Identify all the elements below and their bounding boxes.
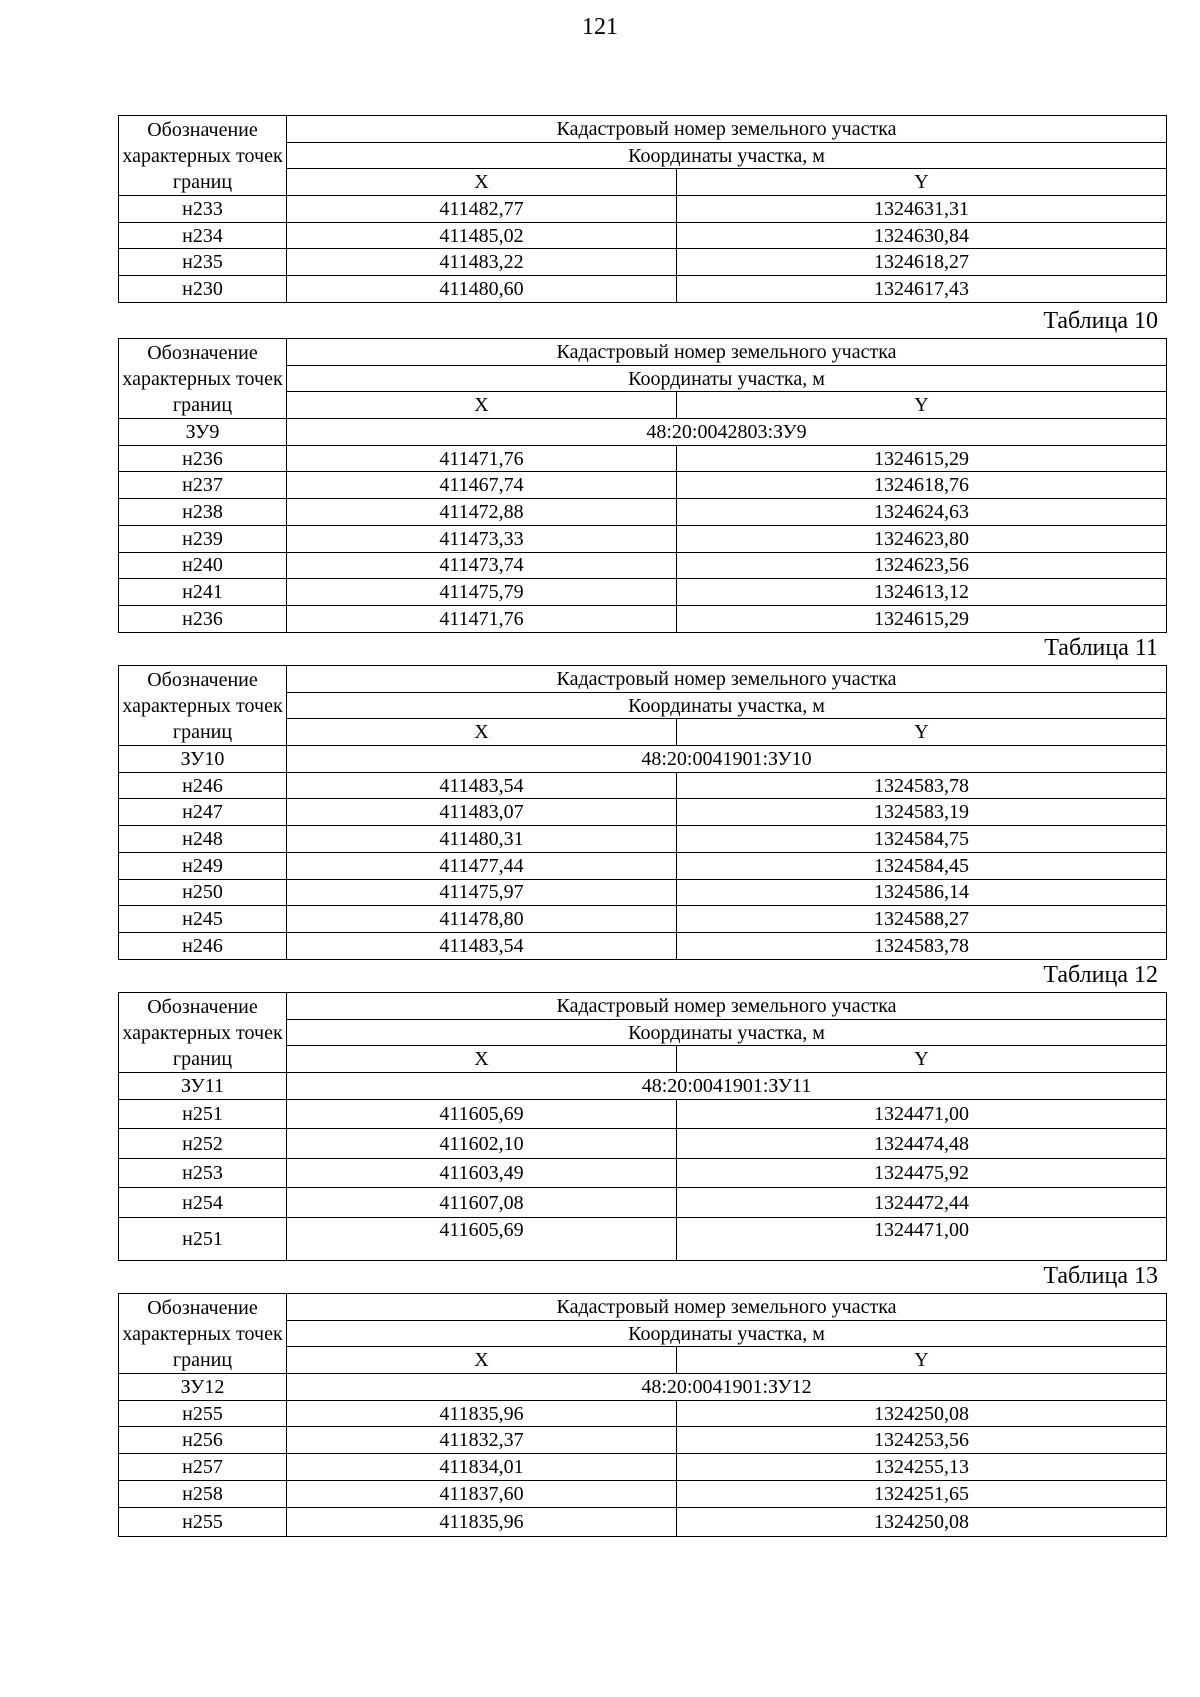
point-name: н246 xyxy=(119,772,287,799)
table-caption: Таблица 11 xyxy=(1044,635,1158,661)
table-row xyxy=(119,276,1167,303)
coordinate-table xyxy=(118,665,1167,960)
y-coordinate: 1324255,13 xyxy=(677,1454,1167,1481)
cadastral-number-header: Кадастровый номер земельного участка xyxy=(287,339,1167,366)
page-number: 121 xyxy=(582,14,618,40)
x-column-header: X xyxy=(287,1347,677,1374)
header-row xyxy=(119,1294,1167,1321)
x-coordinate: 411467,74 xyxy=(287,472,677,499)
x-column-header: X xyxy=(287,719,677,746)
point-name: н236 xyxy=(119,445,287,472)
table-row xyxy=(119,1480,1167,1507)
table-row xyxy=(119,1217,1167,1260)
table-row xyxy=(119,1129,1167,1159)
table-row xyxy=(119,579,1167,606)
y-coordinate: 1324253,56 xyxy=(677,1427,1167,1454)
point-name: н241 xyxy=(119,579,287,606)
parcel-cadastral-number: 48:20:0041901:ЗУ11 xyxy=(287,1073,1167,1100)
y-coordinate: 1324583,19 xyxy=(677,799,1167,826)
coordinates-header: Координаты участка, м xyxy=(287,142,1167,169)
y-coordinate: 1324475,92 xyxy=(677,1158,1167,1188)
y-coordinate: 1324615,29 xyxy=(677,605,1167,632)
x-coordinate: 411478,80 xyxy=(287,906,677,933)
header-row xyxy=(119,116,1167,143)
coordinate-table xyxy=(118,992,1167,1261)
parcel-row xyxy=(119,1073,1167,1100)
y-coordinate: 1324631,31 xyxy=(677,196,1167,223)
point-label-header: Обозначение характерных точек границ xyxy=(119,116,287,196)
table-row xyxy=(119,826,1167,853)
y-coordinate: 1324584,75 xyxy=(677,826,1167,853)
parcel-cadastral-number: 48:20:0041901:ЗУ12 xyxy=(287,1374,1167,1401)
y-coordinate: 1324613,12 xyxy=(677,579,1167,606)
x-coordinate: 411475,97 xyxy=(287,879,677,906)
point-name: н245 xyxy=(119,906,287,933)
coordinate-table-block xyxy=(118,115,1166,303)
x-coordinate: 411834,01 xyxy=(287,1454,677,1481)
point-name: н256 xyxy=(119,1427,287,1454)
cadastral-number-header: Кадастровый номер земельного участка xyxy=(287,116,1167,143)
table-row xyxy=(119,222,1167,249)
y-column-header: Y xyxy=(677,392,1167,419)
table-row xyxy=(119,1454,1167,1481)
parcel-id: ЗУ11 xyxy=(119,1073,287,1100)
point-name: н233 xyxy=(119,196,287,223)
y-coordinate: 1324624,63 xyxy=(677,499,1167,526)
x-column-header: X xyxy=(287,169,677,196)
x-coordinate: 411472,88 xyxy=(287,499,677,526)
x-coordinate: 411471,76 xyxy=(287,445,677,472)
y-coordinate: 1324471,00 xyxy=(677,1217,1167,1260)
header-row xyxy=(119,993,1167,1020)
table-row xyxy=(119,1158,1167,1188)
coordinate-table-block xyxy=(118,632,1166,960)
y-coordinate: 1324584,45 xyxy=(677,852,1167,879)
table-row xyxy=(119,1400,1167,1427)
x-coordinate: 411482,77 xyxy=(287,196,677,223)
y-coordinate: 1324583,78 xyxy=(677,772,1167,799)
x-coordinate: 411607,08 xyxy=(287,1188,677,1218)
table-row xyxy=(119,472,1167,499)
y-coordinate: 1324617,43 xyxy=(677,276,1167,303)
parcel-cadastral-number: 48:20:0041901:ЗУ10 xyxy=(287,746,1167,773)
point-name: н257 xyxy=(119,1454,287,1481)
coordinate-table-block xyxy=(118,1260,1166,1537)
x-coordinate: 411483,54 xyxy=(287,772,677,799)
coordinate-table-block xyxy=(118,305,1166,633)
y-coordinate: 1324615,29 xyxy=(677,445,1167,472)
table-row xyxy=(119,1188,1167,1218)
point-label-header: Обозначение характерных точек границ xyxy=(119,666,287,746)
point-name: н239 xyxy=(119,525,287,552)
table-row xyxy=(119,932,1167,959)
x-column-header: X xyxy=(287,392,677,419)
point-label-header: Обозначение характерных точек границ xyxy=(119,993,287,1073)
point-name: н253 xyxy=(119,1158,287,1188)
table-row xyxy=(119,445,1167,472)
parcel-cadastral-number: 48:20:0042803:ЗУ9 xyxy=(287,419,1167,446)
point-name: н255 xyxy=(119,1400,287,1427)
table-row xyxy=(119,249,1167,276)
table-row xyxy=(119,525,1167,552)
x-coordinate: 411483,54 xyxy=(287,932,677,959)
x-coordinate: 411480,31 xyxy=(287,826,677,853)
y-column-header: Y xyxy=(677,1046,1167,1073)
point-name: н250 xyxy=(119,879,287,906)
x-coordinate: 411473,33 xyxy=(287,525,677,552)
table-row xyxy=(119,879,1167,906)
cadastral-number-header: Кадастровый номер земельного участка xyxy=(287,993,1167,1020)
x-coordinate: 411473,74 xyxy=(287,552,677,579)
table-row xyxy=(119,605,1167,632)
point-name: н237 xyxy=(119,472,287,499)
point-name: н247 xyxy=(119,799,287,826)
y-column-header: Y xyxy=(677,719,1167,746)
x-coordinate: 411603,49 xyxy=(287,1158,677,1188)
point-name: н236 xyxy=(119,605,287,632)
table-row xyxy=(119,1099,1167,1129)
coordinates-header: Координаты участка, м xyxy=(287,692,1167,719)
y-coordinate: 1324250,08 xyxy=(677,1507,1167,1537)
parcel-id: ЗУ12 xyxy=(119,1374,287,1401)
header-row xyxy=(119,339,1167,366)
point-name: н249 xyxy=(119,852,287,879)
y-column-header: Y xyxy=(677,169,1167,196)
point-name: н246 xyxy=(119,932,287,959)
x-coordinate: 411471,76 xyxy=(287,605,677,632)
coordinates-header: Координаты участка, м xyxy=(287,365,1167,392)
coordinates-header: Координаты участка, м xyxy=(287,1320,1167,1347)
x-coordinate: 411605,69 xyxy=(287,1099,677,1129)
x-coordinate: 411480,60 xyxy=(287,276,677,303)
coordinate-table xyxy=(118,338,1167,633)
y-coordinate: 1324623,56 xyxy=(677,552,1167,579)
table-row xyxy=(119,906,1167,933)
x-coordinate: 411835,96 xyxy=(287,1507,677,1537)
point-name: н238 xyxy=(119,499,287,526)
x-coordinate: 411602,10 xyxy=(287,1129,677,1159)
parcel-row xyxy=(119,1374,1167,1401)
table-caption: Таблица 12 xyxy=(1043,962,1158,988)
table-row xyxy=(119,799,1167,826)
x-coordinate: 411832,37 xyxy=(287,1427,677,1454)
header-row xyxy=(119,666,1167,693)
y-coordinate: 1324474,48 xyxy=(677,1129,1167,1159)
y-coordinate: 1324618,76 xyxy=(677,472,1167,499)
point-label-header: Обозначение характерных точек границ xyxy=(119,1294,287,1374)
point-name: н234 xyxy=(119,222,287,249)
cadastral-number-header: Кадастровый номер земельного участка xyxy=(287,666,1167,693)
parcel-row xyxy=(119,419,1167,446)
y-coordinate: 1324618,27 xyxy=(677,249,1167,276)
table-row xyxy=(119,1507,1167,1537)
table-row xyxy=(119,196,1167,223)
table-row xyxy=(119,1427,1167,1454)
point-name: н254 xyxy=(119,1188,287,1218)
coordinates-header: Координаты участка, м xyxy=(287,1019,1167,1046)
coordinate-table-block xyxy=(118,959,1166,1261)
y-coordinate: 1324583,78 xyxy=(677,932,1167,959)
table-row xyxy=(119,499,1167,526)
y-coordinate: 1324623,80 xyxy=(677,525,1167,552)
x-coordinate: 411477,44 xyxy=(287,852,677,879)
y-coordinate: 1324588,27 xyxy=(677,906,1167,933)
table-row xyxy=(119,552,1167,579)
y-coordinate: 1324630,84 xyxy=(677,222,1167,249)
x-coordinate: 411835,96 xyxy=(287,1400,677,1427)
x-coordinate: 411483,07 xyxy=(287,799,677,826)
x-coordinate: 411485,02 xyxy=(287,222,677,249)
table-row xyxy=(119,852,1167,879)
point-name: н252 xyxy=(119,1129,287,1159)
y-column-header: Y xyxy=(677,1347,1167,1374)
point-name: н235 xyxy=(119,249,287,276)
x-column-header: X xyxy=(287,1046,677,1073)
point-name: н258 xyxy=(119,1480,287,1507)
y-coordinate: 1324472,44 xyxy=(677,1188,1167,1218)
point-label-header: Обозначение характерных точек границ xyxy=(119,339,287,419)
point-name: н251 xyxy=(119,1217,287,1260)
parcel-id: ЗУ10 xyxy=(119,746,287,773)
x-coordinate: 411605,69 xyxy=(287,1217,677,1260)
y-coordinate: 1324251,65 xyxy=(677,1480,1167,1507)
point-name: н248 xyxy=(119,826,287,853)
x-coordinate: 411483,22 xyxy=(287,249,677,276)
y-coordinate: 1324586,14 xyxy=(677,879,1167,906)
point-name: н255 xyxy=(119,1507,287,1537)
table-caption: Таблица 10 xyxy=(1043,308,1158,334)
parcel-row xyxy=(119,746,1167,773)
table-caption: Таблица 13 xyxy=(1043,1263,1158,1289)
y-coordinate: 1324471,00 xyxy=(677,1099,1167,1129)
coordinate-table xyxy=(118,115,1167,303)
y-coordinate: 1324250,08 xyxy=(677,1400,1167,1427)
point-name: н230 xyxy=(119,276,287,303)
x-coordinate: 411837,60 xyxy=(287,1480,677,1507)
coordinate-table xyxy=(118,1293,1167,1537)
table-row xyxy=(119,772,1167,799)
point-name: н251 xyxy=(119,1099,287,1129)
cadastral-number-header: Кадастровый номер земельного участка xyxy=(287,1294,1167,1321)
point-name: н240 xyxy=(119,552,287,579)
x-coordinate: 411475,79 xyxy=(287,579,677,606)
parcel-id: ЗУ9 xyxy=(119,419,287,446)
